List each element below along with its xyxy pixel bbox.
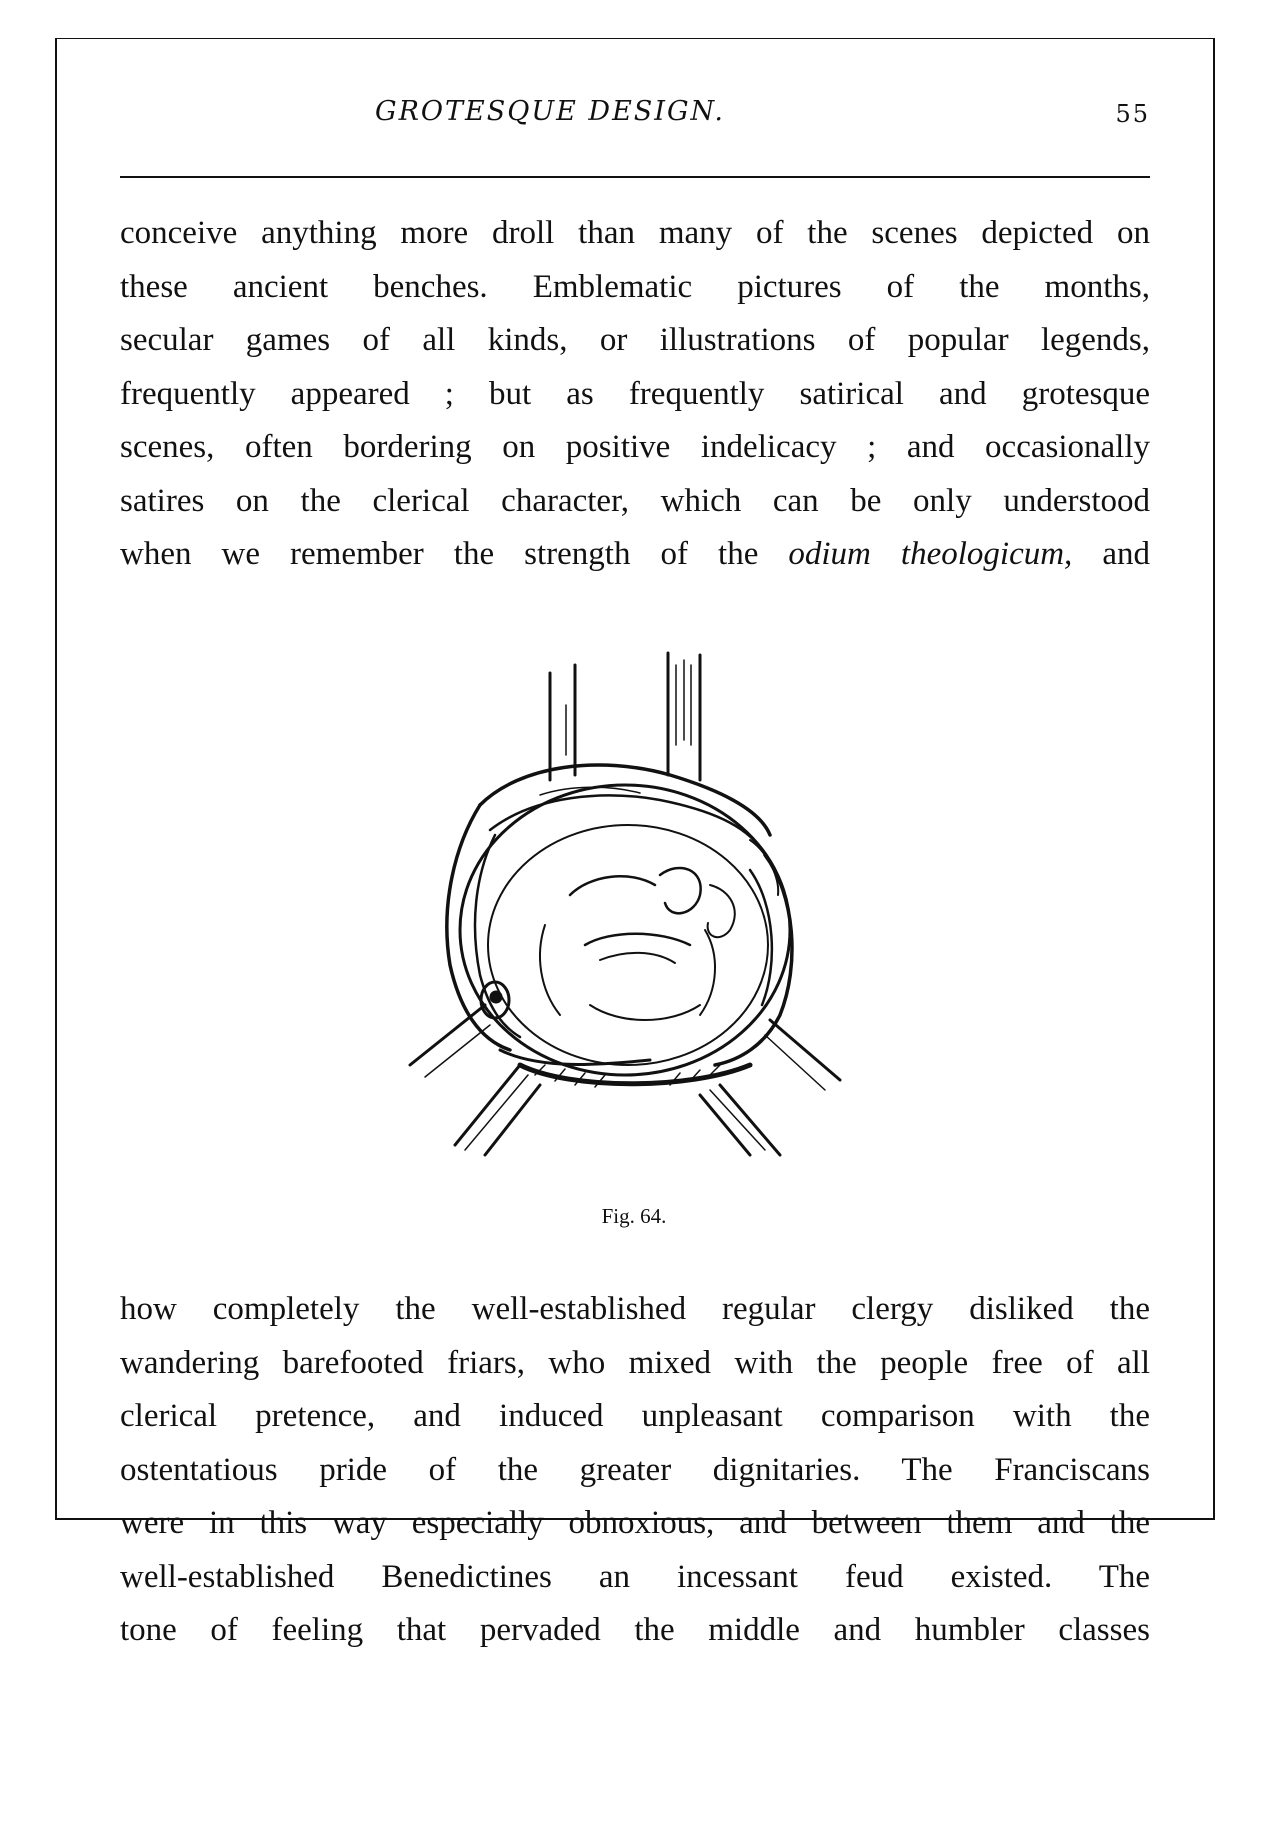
text-line: were in this way especially obnoxious, and between them and the bbox=[120, 1505, 1150, 1541]
text-line: ostentatious pride of the greater dignitaries. The Franciscans bbox=[120, 1451, 1150, 1488]
text-line: well-established Benedictines an incessant feud existed. The bbox=[120, 1558, 1150, 1595]
text-segment: and bbox=[1072, 536, 1150, 572]
text-line: clerical pretence, and induced unpleasant comparison with the bbox=[120, 1398, 1150, 1434]
paragraph-top bbox=[120, 207, 1150, 582]
text-line: frequently appeared ; but as frequently satirical and grotesque bbox=[120, 375, 1150, 412]
text-line-last bbox=[120, 528, 1150, 582]
header-rule bbox=[120, 176, 1150, 178]
page-number: 55 bbox=[1115, 100, 1150, 128]
running-head-title: GROTESQUE DESIGN. bbox=[375, 96, 725, 127]
text-line: tone of feeling that pervaded the middle and humbler classes bbox=[120, 1612, 1150, 1648]
running-head bbox=[120, 96, 1150, 136]
text-line: how completely the well-established regular clergy disliked the bbox=[120, 1291, 1150, 1327]
figure-64-illustration bbox=[370, 645, 890, 1185]
text-line: scenes, often bordering on positive indelicacy ; and occasionally bbox=[120, 429, 1150, 465]
text-line: conceive anything more droll than many of the scenes depicted on bbox=[120, 215, 1150, 251]
text-line: satires on the clerical character, which can be only understood bbox=[120, 482, 1150, 519]
text-line: wandering barefooted friars, who mixed with the people free of all bbox=[120, 1344, 1150, 1381]
text-line: these ancient benches. Emblematic pictures of the months, bbox=[120, 268, 1150, 305]
text-segment: when we remember the strength of the bbox=[120, 536, 789, 572]
text-line: secular games of all kinds, or illustrations of popular legends, bbox=[120, 322, 1150, 358]
paragraph-bottom bbox=[120, 1283, 1150, 1658]
italic-phrase: odium theologicum, bbox=[788, 536, 1073, 572]
figure-caption: Fig. 64. bbox=[601, 1204, 667, 1228]
